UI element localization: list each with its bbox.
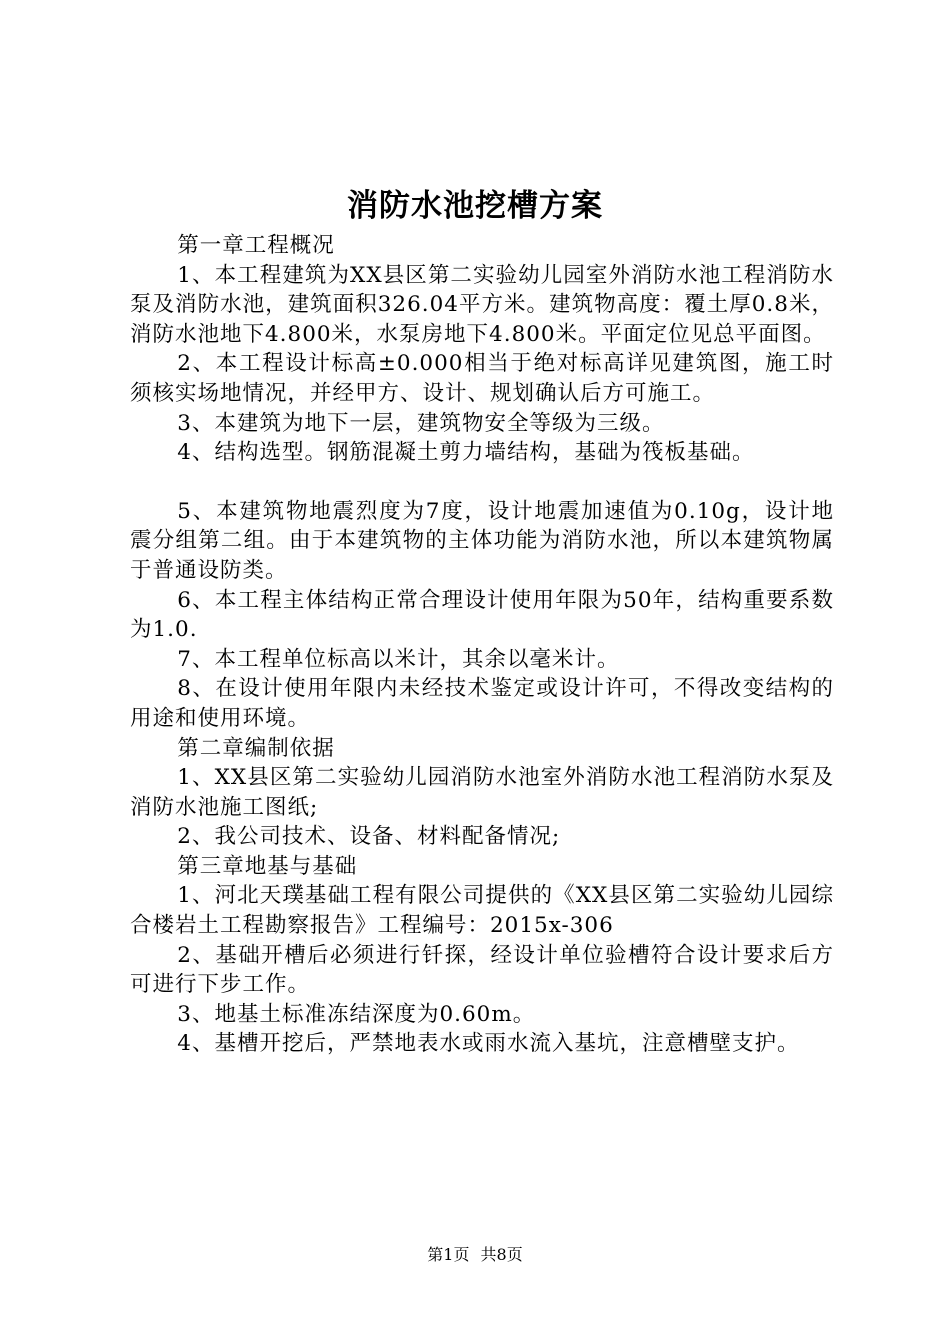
chapter-heading: 第一章工程概况 <box>177 233 335 258</box>
paragraph: 8、在设计使用年限内未经技术鉴定或设计许可，不得改变结构的用途和使用环境。 <box>130 676 834 731</box>
paragraph: 5、本建筑物地震烈度为7度，设计地震加速值为0.10g，设计地震分组第二组。由于本建筑物的主体功能为消防水池，所以本建筑物属于普通设防类。 <box>130 498 834 583</box>
paragraph: 1、本工程建筑为XX县区第二实验幼儿园室外消防水池工程消防水泵及消防水池，建筑面积326.04平方米。建筑物高度：覆土厚0.8米，消防水池地下4.800米，水泵房地下4.800米。平面定位见总平面图。 <box>130 262 834 347</box>
paragraph: 4、结构选型。钢筋混凝土剪力墙结构，基础为筏板基础。 <box>177 440 755 466</box>
paragraph: 2、我公司技术、设备、材料配备情况; <box>177 824 561 850</box>
paragraph: 1、XX县区第二实验幼儿园消防水池室外消防水池工程消防水泵及消防水池施工图纸; <box>130 765 834 820</box>
page-footer <box>0 1245 950 1265</box>
chapter-heading: 第二章编制依据 <box>177 735 335 761</box>
page-total: 共8页 <box>480 1245 523 1264</box>
paragraph: 6、本工程主体结构正常合理设计使用年限为50年，结构重要系数为1.0. <box>130 587 834 643</box>
document-title: 消防水池挖槽方案 <box>347 188 603 224</box>
paragraph: 3、地基土标准冻结深度为0.60m。 <box>177 1001 536 1027</box>
paragraph: 4、基槽开挖后，严禁地表水或雨水流入基坑，注意槽壁支护。 <box>177 1031 800 1057</box>
paragraph: 2、本工程设计标高±0.000相当于绝对标高详见建筑图，施工时须核实场地情况，并经甲方、设计、规划确认后方可施工。 <box>130 351 834 406</box>
paragraph: 7、本工程单位标高以米计，其余以毫米计。 <box>177 646 620 672</box>
paragraph: 2、基础开槽后必须进行钎探，经设计单位验槽符合设计要求后方可进行下步工作。 <box>130 942 834 998</box>
chapter-heading: 第三章地基与基础 <box>177 853 358 879</box>
paragraph: 1、河北天璞基础工程有限公司提供的《XX县区第二实验幼儿园综合楼岩土工程勘察报告》工程编号：2015x-306 <box>130 883 834 939</box>
page-current: 第1页 <box>427 1245 470 1264</box>
paragraph: 3、本建筑为地下一层，建筑物安全等级为三级。 <box>177 410 665 436</box>
document-body <box>130 231 834 1059</box>
